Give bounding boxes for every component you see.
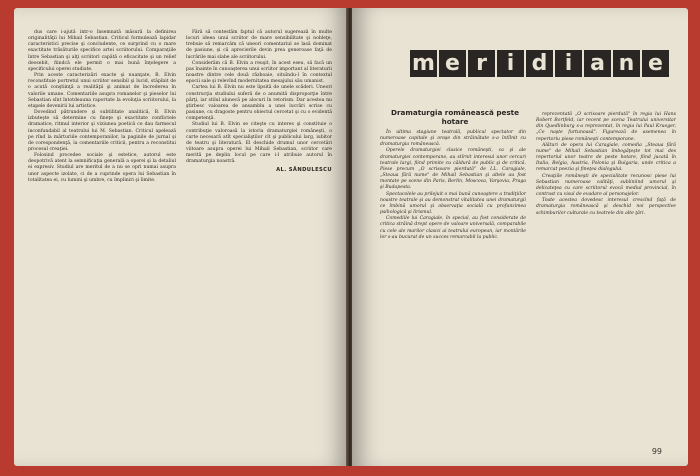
title-letter: i	[555, 50, 582, 77]
right-column-2	[536, 112, 676, 448]
paragraph: Cartea lui B. Elvin nu este lipsită de unele scăderi. Uneori construcţia studiului suferă de o anumită disproporţie între părţi, iar stilul alunecă pe alocuri în retorism. Dar acestea nu ştirbesc valoarea de ansamblu a unei lucrări scrise cu pasiune, cu dragoste pentru obiectul cercetat şi cu o evidentă competenţă.	[186, 85, 332, 122]
title-letter: d	[526, 50, 553, 77]
title-letter: e	[439, 50, 466, 77]
paragraph: Prin aceste caracterizări exacte şi nuanţate, B. Elvin reconstituie portretul unui scriitor sensibil şi lucid, stăpînit de o acută conştiinţă a realităţii şi animat de încrederea în valorile umane. Comentariile asupra romanelor şi pieselor lui Sebastian sînt întotdeauna raportate la evoluţia scriitorului, la etapele devenirii lui artistice.	[28, 73, 176, 109]
left-column-1	[28, 30, 176, 450]
paragraph: Folosind procedee sociale şi estetice, autorul este deopotrivă atent la semnificaţia generală a operei şi la detaliul ei expresiv. Studiul are meritul de a nu se opri numai asupra unor aspecte izolate, ci de a cuprinde opera lui Sebastian în totalitatea ei, cu lumini şi umbre, cu împliniri şi limite.	[28, 153, 176, 183]
author-signature: AL. SĂNDULESCU	[276, 167, 332, 174]
paragraph: Operele dramaturgiei clasice româneşti, ca şi ale dramaturgiei contemporane, au stîrnit interesul unor cercuri teatrale largi, fiind primite cu căldură de public şi de critică. Piese precum „O scrisoare pierdută" de I.L. Caragiale, „Steaua fără nume" de Mihail Sebastian şi altele au fost montate pe scene din Paris, Berlin, Moscova, Varşovia, Praga şi Budapesta.	[380, 148, 526, 191]
left-column-2	[186, 30, 332, 450]
paragraph: Spectacolele au prilejuit o mai bună cunoaştere a tradiţiilor noastre teatrale şi au demonstrat vitalitatea unei dramaturgii ce îmbină umorul şi observaţia socială cu profunzimea psihologică şi lirismul.	[380, 191, 526, 216]
left-page	[14, 8, 348, 466]
right-column-1	[380, 130, 526, 450]
title-letter: n	[613, 50, 640, 77]
section-title-meridiane	[410, 50, 669, 77]
title-letter: r	[468, 50, 495, 77]
paragraph: În ultima stagiune teatrală, publicul spectator din numeroase capitale şi oraşe din străinătate s-a întîlnit cu dramaturgia românească.	[380, 130, 526, 148]
page-number: 99	[651, 447, 662, 456]
paragraph: Studiul lui B. Elvin se citeşte cu interes şi constituie o contribuţie valoroasă la istoria dramaturgiei româneşti, o carte necesară atît specialiştilor cît şi publicului larg, iubitor de teatru şi literatură. El deschide drumul unor cercetări viitoare asupra operei lui Mihail Sebastian, scriitor care merită pe deplin locul pe care i-l atribuie autorul în dramaturgia noastră.	[186, 122, 332, 165]
paragraph: reprezentată „O scrisoare pierdută" în regia lui Hans Robert Bortfeld, iar recent pe scena Teatrului universitar din Quedlinburg s-a reprezentat, în regia lui Paul Krueger, „Ce naşte furtunoasă". Figurează de asemenea în repertoriu piese româneşti contemporane.	[536, 112, 676, 142]
paragraph: Creaţiile româneşti de specialitate recunosc piese lui Sebastian numeroase calităţi, subliniind umorul şi delicateţea cu care scriitorul evocă mediul provincial, în contrast cu visul de evadare al personajelor.	[536, 173, 676, 198]
paragraph: Alături de opera lui Caragiale, comedia „Steaua fără nume" de Mihail Sebastian îmbogăţeşte tot mai des repertoriul unor teatre de peste hotare, fiind jucată în Italia, Belgia, Austria, Polonia şi Bulgaria, unde critica a remarcat poezia şi fineţea dialogului.	[536, 142, 676, 173]
paragraph: Considerăm că B. Elvin a reuşit, în acest eseu, să facă un pas înainte în cunoaşterea unui scriitor important al literaturii noastre dintre cele două războaie, situîndu-l în contextul epocii sale şi relevînd modernitatea mesajului său umanist.	[186, 60, 332, 85]
paragraph: Comediile lui Caragiale, în special, au fost considerate de critica străină drept opere de valoare universală, comparabile cu cele ale marilor clasici ai teatrului european, iar montările lor s-au bucurat de un succes remarcabil la public.	[380, 216, 526, 240]
paragraph: Fără să contestăm faptul că autorul sugerează în multe locuri ideea unui scriitor de mare sensibilitate şi nobleţe, trebuie să remarcăm că uneori comentariul se lasă dominat de pasiune, şi că aprecierile devin prea generoase faţă de lucrările mai slabe ale scriitorului.	[186, 30, 332, 60]
article-title: Dramaturgia românească peste hotare	[391, 108, 519, 126]
title-letter: a	[584, 50, 611, 77]
title-letter: m	[410, 50, 437, 77]
title-letter: i	[497, 50, 524, 77]
right-page	[352, 8, 688, 466]
paragraph: dus care i-ajută intr-o însemnată măsură la definirea originalităţii lui Mihail Sebastian. Criticul formulează lapidar caracteristici precise şi concludente, ce surprind cu o mare exactitate trăsăturile specifice artei scriitorului. Comparaţiile între Sebastian şi alţi scriitori capătă o eficacitate şi un relief deosebit, fiindcă ele permit o mai bună înţelegere a specificului operei studiate.	[28, 30, 176, 72]
title-letter: e	[642, 50, 669, 77]
paragraph: Dovedind pătrundere şi subtilitate analitică, B. Elvin izbuteşte să determine cu fineţe şi exactitate conflictele dramatice, ritmul interior şi viziunea poetică ce dau farmecul inconfundabil al teatrului lui M. Sebastian. Criticul apelează pe rînd la mărturiile contemporanilor, la paginile de jurnal şi de corespondenţă, la comentariile criticii, pentru a reconstitui procesul creaţiei.	[28, 110, 176, 152]
paragraph: Toate acestea dovedesc interesul crescînd faţă de dramaturgia românească şi deschid noi perspective schimburilor culturale cu teatrele din alte ţări.	[536, 198, 676, 216]
